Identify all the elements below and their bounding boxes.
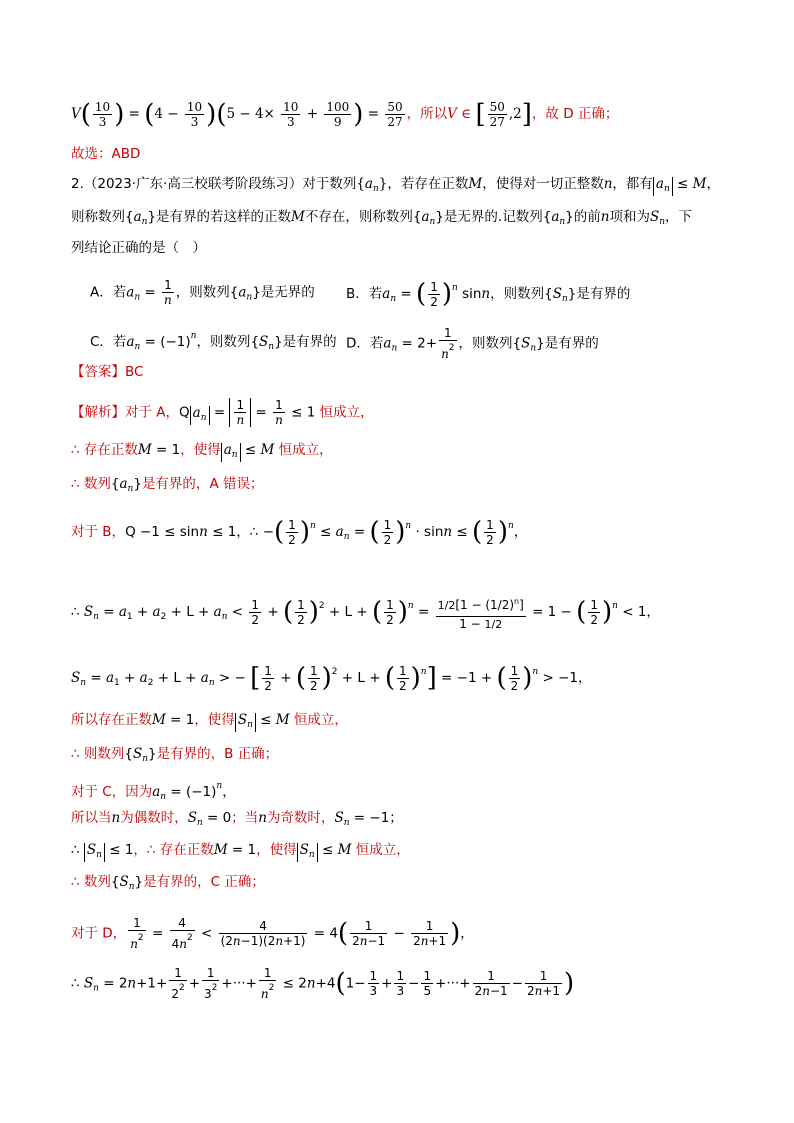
question-2-line3: 列结论正确的是（ ） xyxy=(71,240,206,256)
text: ，故 D 正确； xyxy=(531,106,619,122)
analysis-c-line1: 对于 C，因为$a_n = (-1)^n$， xyxy=(71,781,236,802)
question-2-line2: 则称数列$\{a_n\}$是有界的若这样的正数M不存在，则称数列$\{a_n\}$是无界的.记数列$\{a_n\}$的前n项和为$S_n$，下 xyxy=(71,209,693,227)
answer xyxy=(71,362,143,382)
question-2-line1: 2.（2023·广东·高三校联考阶段练习）对于数列$\{a_n\}$，若存在正数M，使得对一切正整数n，都有 $a_n \le M$， xyxy=(71,176,720,194)
analysis-c-line2: 所以当n为偶数时，$S_n = 0$；当n为奇数时，$S_n = -1$； xyxy=(71,810,403,828)
option-a: A．若$a_n$ = $\frac{1}{n}$ ，则数列$\{a_n\}$是无界的 xyxy=(90,278,315,307)
option-b: B．若$a_n$ = ( $\frac{1}{2}$ )$^n$ sinn，则数列$\{S_n\}$是有界的 xyxy=(346,279,631,309)
analysis-c-line4: ∴ 数列$\{S_n\}$是有界的，C 正确； xyxy=(71,874,265,892)
option-d: D．若$a_n = 2+$ $\frac{1}{n^2}$ ，则数列$\{S_n\}$是有界的 xyxy=(346,326,599,361)
option-c: C．若$a_n = (-1)^n$，则数列$\{S_n\}$是有界的 xyxy=(90,331,337,352)
analysis-b-line3: $S_n = a_1 + a_2 + L + a_n$ > − [ $\frac{1}{2}$ + ( $\frac{1}{2}$ )$^2$ + L + ( $\frac{1}{2}$ )$^n$] = −1 + ( $\frac{1}{2}$ )$^n$ > −1， xyxy=(71,663,592,693)
analysis-b-line2: ∴ $S_n = a_1 + a_2 + L + a_n$ < $\frac{1}{2}$ + ( $\frac{1}{2}$ )$^2$ + L + ( $\frac{1}{2}$ )$^n$ = $\frac{1/2[1 - (1/2)^n]}{1 - 1/2}$ = 1 − ( $\frac{1}{2}$ )$^n$ < 1， xyxy=(71,592,660,632)
analysis-d-line1: 对于 D， $\frac{1}{n^2}$ = $\frac{4}{4n^2}$ < $\frac{4}{(2n-1)(2n+1)}$ = 4( $\frac{1}{2n-1}$ − $\frac{1}{2n+1}$ )， xyxy=(71,916,474,951)
formula-line-v: V( $\frac{10}{3}$ ) = (4 − $\frac{10}{3}$ )(5 − 4× $\frac{10}{3}$ + $\frac{100}{9}$ ) = $\frac{50}{27}$ ，所以V ∈ [ $\frac{50}{27}$ ,2]，故 D 正确； xyxy=(71,99,619,130)
analysis-a-line2: ∴ 存在正数M = 1，使得 $a_n \le M$ 恒成立， xyxy=(71,442,333,460)
analysis-b-line1: 对于 B，Q −1 ≤ sinn ≤ 1，∴ −( $\frac{1}{2}$ )$^n \le a_n$ = ( $\frac{1}{2}$ )$^n$ · sinn ≤ ( $\frac{1}{2}$ )$^n$， xyxy=(71,517,528,547)
analysis-b-line5: ∴ 则数列$\{S_n\}$是有界的，B 正确； xyxy=(71,746,279,764)
analysis-b-line4: 所以存在正数M = 1，使得 $S_n \le M$ 恒成立， xyxy=(71,712,348,730)
analysis-a-line3: ∴ 数列$\{a_n\}$是有界的，A 错误； xyxy=(71,476,264,494)
prev-answer: 故选：ABD xyxy=(71,146,141,162)
analysis-a-line1: 【解析】对于 A，Q $a_n$ = $\frac{1}{n}$ = $\frac{1}{n}$ ≤ 1 恒成立， xyxy=(71,398,374,427)
answer-value: BC xyxy=(125,364,144,380)
analysis-c-line3: ∴ $S_n \le 1$，∴ 存在正数M = 1，使得 $S_n \le M$ 恒成立， xyxy=(71,842,410,860)
text: ，所以 xyxy=(406,106,448,122)
analysis-d-line2: ∴ $S_n = 2n+1+$ $\frac{1}{2^2}$ + $\frac{1}{3^2}$ +···+ $\frac{1}{n^2}$ ≤ 2n+4(1− $\frac{1}{3}$ + $\frac{1}{3}$ − $\frac{1}{5}$ +···+ $\frac{1}{2n-1}$ − $\frac{1}{2n+1}$ ) xyxy=(71,966,575,1001)
question-source: 2.（2023·广东·高三校联考阶段练习） xyxy=(71,176,303,192)
answer-tag: 【答案】 xyxy=(71,364,125,380)
